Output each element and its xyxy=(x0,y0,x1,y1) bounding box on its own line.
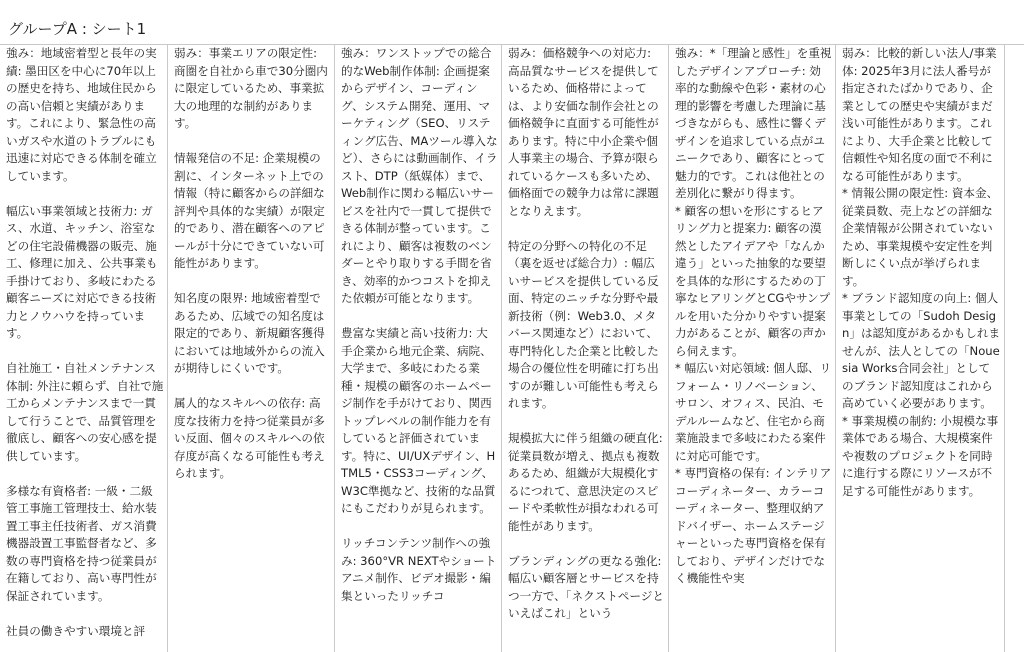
cell-text: 強み：地域密着型と長年の実績: 墨田区を中心に70年以上の歴史を持ち、地域住民からの高い信頼と実績があります。これにより、緊急性の高いガスや水道のトラブルにも迅速に対応できる体制を確立しています。 xyxy=(6,46,157,183)
cell-text: リッチコンテンツ制作への強み: 360°VR NEXTやショートアニメ制作、ビデオ撮影・編集といったリッチコ xyxy=(341,536,497,603)
column-1-cell[interactable] xyxy=(0,45,168,652)
cell-text: * 顧客の想いを形にするヒアリング力と提案力: 顧客の漠然としたアイデアや「なんか違う」といった抽象的な要望を具体的な形にするための丁寧なヒアリングとCGやサンプルを用いた分かりやすい提案力があることが、顧客の声から伺えます。 xyxy=(675,203,831,358)
sheet-title: グループA : シート1 xyxy=(8,20,147,38)
column-3-cell[interactable] xyxy=(335,45,502,652)
cell-text: 情報発信の不足: 企業規模の割に、インターネット上での情報（特に顧客からの詳細な評判や具体的な実績）が限定的であり、潜在顧客へのアピールが十分にできていない可能性があります。 xyxy=(174,151,325,270)
cell-text: 強み：*「理論と感性」を重視したデザインアプローチ: 効率的な動線や色彩・素材の心理的影響を考慮した理論に基づきながらも、感性に響くデザインを追求している点がユニークであり、顧客にとって魅力的です。これは他社との差別化に繋がり得ます。 xyxy=(675,46,832,200)
sheet-title-bar xyxy=(0,0,1024,45)
cell-text: 知名度の限界: 地域密着型であるため、広域での知名度は限定的であり、新規顧客獲得においては地域外からの流入が期待しにくいです。 xyxy=(174,291,325,375)
cell-text: 自社施工・自社メンテナンス体制: 外注に頼らず、自社で施工からメンテナンスまで一貫して行うことで、品質管理を徹底し、顧客への安心感を提供しています。 xyxy=(6,361,164,463)
cell-text: 弱み：比較的新しい法人/事業体: 2025年3月に法人番号が指定されたばかりであり、企業としての歴史や実績がまだ浅い可能性があります。これにより、大手企業と比較して信頼性や知名度の面で不利になる可能性があります。 xyxy=(842,46,997,183)
cell-text: 弱み：事業エリアの限定性: 商圏を自社から車で30分圏内に限定しているため、事業拡大の地理的な制約があります。 xyxy=(174,46,328,130)
cell-text: 多様な有資格者: 一級・二級管工事施工管理技士、給水装置工事主任技術者、ガス消費機器設置工事監督者など、多数の専門資格を持つ従業員が在籍しており、高い専門性が保証されています。 xyxy=(6,483,157,603)
cell-text: 幅広い事業領域と技術力: ガス、水道、キッチン、浴室などの住宅設備機器の販売、施工、修理に加え、公共事業も手掛けており、多岐にわたる顧客ニーズに対応できる技術力とノウハウを持っています。 xyxy=(6,203,158,340)
cell-text: * 情報公開の限定性: 資本金、従業員数、売上などの詳細な企業情報が公開されていないため、事業規模や安定性を判断しにくい点が挙げられます。 xyxy=(842,186,999,288)
sheet-grid xyxy=(0,45,1024,652)
cell-text: 豊富な実績と高い技術力: 大手企業から地元企業、病院、大学まで、多岐にわたる業種・規模の顧客のホームページ制作を手がけており、関西トップレベルの制作能力を有していると評価されています。特に、UI/UXデザイン、HTML5・CSS3コーディング、W3C準拠など、技術的な品質にもこだわりが見られます。 xyxy=(341,326,496,515)
cell-text: 特定の分野への特化の不足（裏を返せば総合力）: 幅広いサービスを提供している反面、特定のニッチな分野や最新技術（例：Web3.0、メタバース関連など）において、専門特化した企業と比較した場合の優位性を明確に打ち出すのが難しい可能性も考えられます。 xyxy=(508,238,659,410)
cell-text: 強み：ワンストップでの総合的なWeb制作体制: 企画提案からデザイン、コーディング、システム開発、運用、マーケティング（SEO、リスティング広告、MAツール導入など）、さらには動画制作、イラスト、DTP（紙媒体）まで、Web制作に関わる幅広いサービスを社内で一貫して提供できる体制が整っています。これにより、顧客は複数のベンダーとやり取りする手間を省き、効率的かつコストを抑えた依頼が可能となります。 xyxy=(341,46,498,305)
cell-text: * 事業規模の制約: 小規模な事業体である場合、大規模案件や複数のプロジェクトを同時に進行する際にリソースが不足する可能性があります。 xyxy=(842,413,999,498)
cell-text: * 専門資格の保有: インテリアコーディネーター、カラーコーディネーター、整理収納アドバイザー、ホームステージャーといった専門資格を保有しており、デザインだけでなく機能性や実 xyxy=(675,466,832,585)
column-2-cell[interactable] xyxy=(168,45,335,652)
cell-text: ブランディングの更なる強化: 幅広い顧客層とサービスを持つ一方で、「ネクストページといえばこれ」という xyxy=(508,553,666,620)
cell-text: 社員の働きやすい環境と評 xyxy=(6,623,146,638)
cell-text: 属人的なスキルへの依存: 高度な技術力を持つ従業員が多い反面、個々のスキルへの依存度が高くなる可能性も考えられます。 xyxy=(174,396,325,480)
cell-text: 規模拡大に伴う組織の硬直化: 従業員数が増え、拠点も複数あるため、組織が大規模化するにつれて、意思決定のスピードや柔軟性が損なわれる可能性があります。 xyxy=(508,431,667,533)
cell-text: 弱み：価格競争への対応力: 高品質なサービスを提供しているため、価格帯によっては、より安価な制作会社との価格競争に直面する可能性があります。特に中小企業や個人事業主の場合、予算が限られているケースも多いため、価格面での競争力は常に課題となりえます。 xyxy=(508,46,659,218)
column-4-cell[interactable] xyxy=(502,45,669,652)
cell-text xyxy=(6,185,164,203)
column-5-cell[interactable] xyxy=(669,45,836,652)
cell-text: * 幅広い対応領域: 個人邸、リフォーム・リノベーション、サロン、オフィス、民泊、モデルルームなど、住宅から商業施設まで多岐にわたる案件に対応可能です。 xyxy=(675,361,832,463)
column-6-cell[interactable] xyxy=(836,45,1005,652)
cell-text: * ブランド認知度の向上: 個人事業としての「Sudoh Design」は認知度があるかもしれませんが、法人としての「Nouesia Works合同会社」としてのブランド認知度はこれから高めていく必要があります。 xyxy=(842,291,1001,410)
